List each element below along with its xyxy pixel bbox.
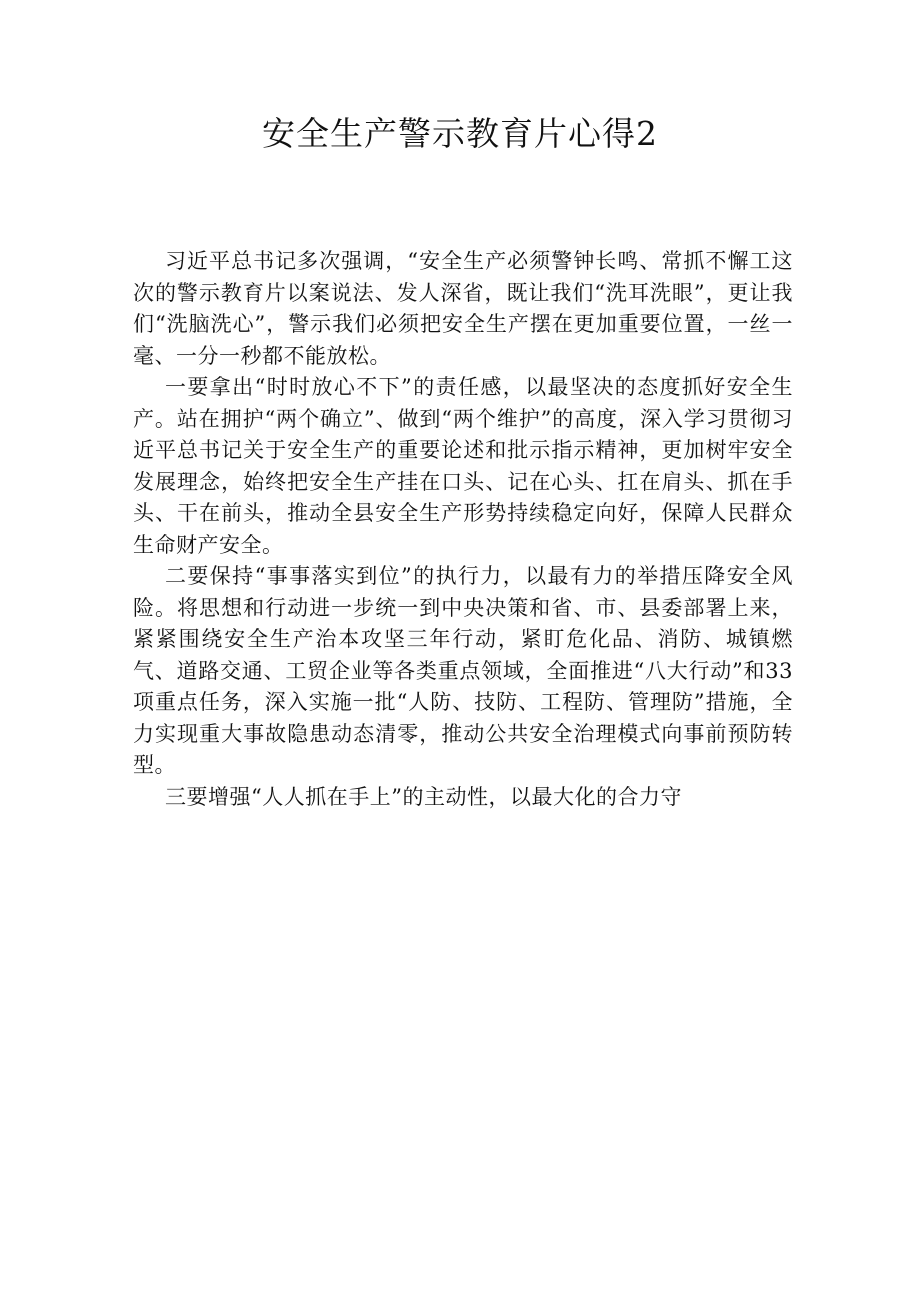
document-body <box>133 246 793 813</box>
document-title: 安全生产警示教育片心得2 <box>262 114 658 153</box>
paragraph-point-one: 一要拿出“时时放心不下”的责任感，以最坚决的态度抓好安全生产。站在拥护“两个确立”、做到“两个维护”的高度，深入学习贯彻习近平总书记关于安全生产的重要论述和批示指示精神，更加树牢安全发展理念，始终把安全生产挂在口头、记在心头、扛在肩头、抓在手头、干在前头，推动全县安全生产形势持续稳定向好，保障人民群众生命财产安全。 <box>133 375 793 557</box>
paragraph-point-three: 三要增强“人人抓在手上”的主动性，以最大化的合力守 <box>165 784 682 809</box>
paragraph-point-two: 二要保持“事事落实到位”的执行力，以最有力的举措压降安全风险。将思想和行动进一步统一到中央决策和省、市、县委部署上来，紧紧围绕安全生产治本攻坚三年行动，紧盯危化品、消防、城镇燃气、道路交通、工贸企业等各类重点领域，全面推进“八大行动”和33项重点任务，深入实施一批“人防、技防、工程防、管理防”措施，全力实现重大事故隐患动态清零，推动公共安全治理模式向事前预防转型。 <box>133 564 793 777</box>
paragraph-intro: 习近平总书记多次强调，“安全生产必须警钟长鸣、常抓不懈工这次的警示教育片以案说法、发人深省，既让我们“洗耳洗眼”，更让我们“洗脑洗心”，警示我们必须把安全生产摆在更加重要位置，一丝一毫、一分一秒都不能放松。 <box>133 249 793 368</box>
